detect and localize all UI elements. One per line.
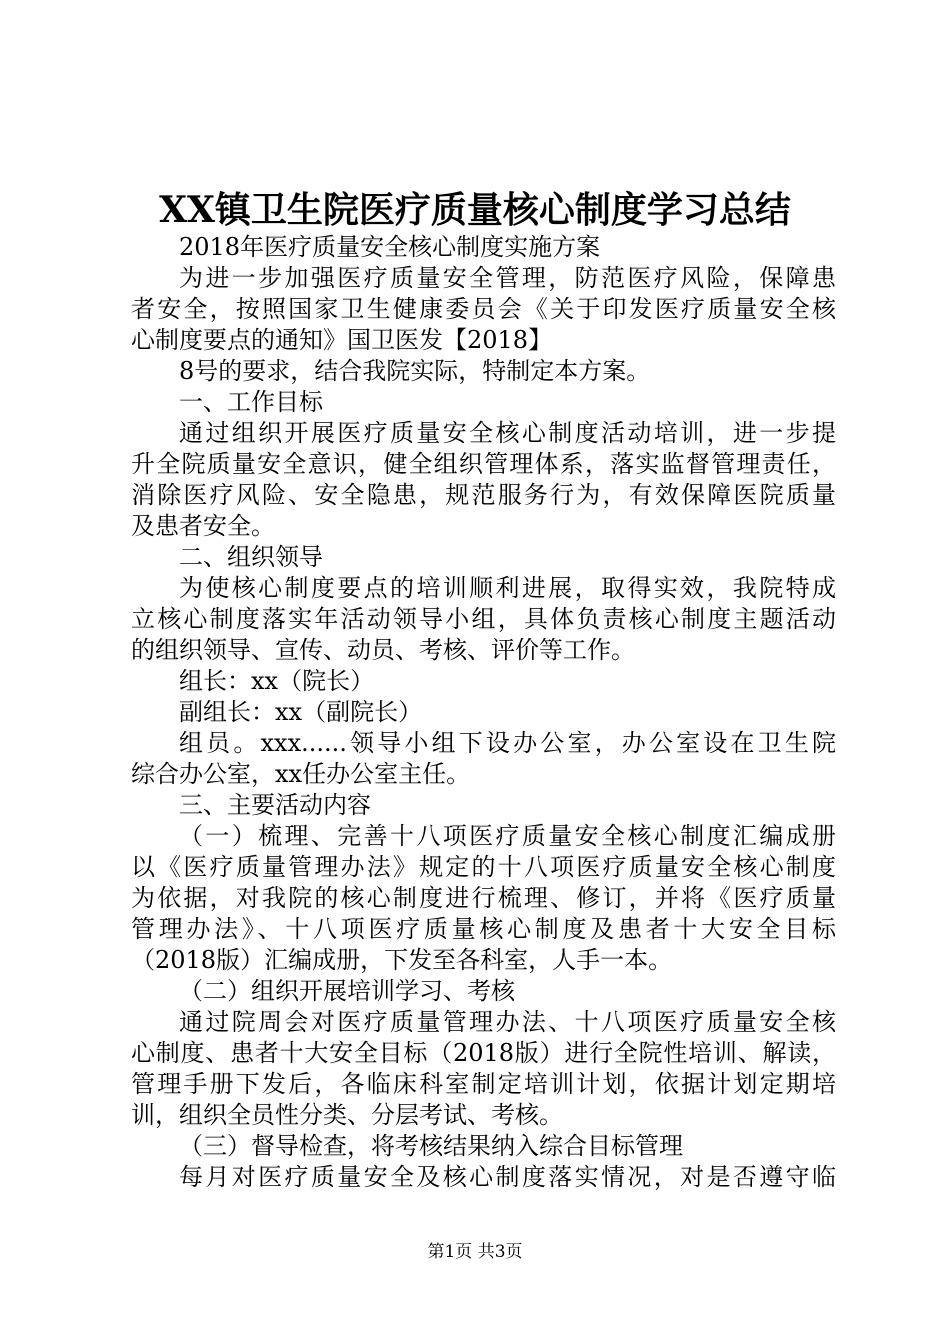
- paragraph-line: 组员。xxx......领导小组下设办公室，办公室设在卫生院: [179, 729, 836, 757]
- paragraph-line: 消除医疗风险、安全隐患，规范服务行为，有效保障医院质量: [131, 481, 836, 509]
- paragraph-line: 副组长：xx（副院长）: [179, 698, 423, 726]
- paragraph-line: 以《医疗质量管理办法》规定的十八项医疗质量安全核心制度: [131, 853, 836, 881]
- paragraph-line: 升全院质量安全意识，健全组织管理体系，落实监督管理责任，: [131, 450, 836, 478]
- section-heading: 二、组织领导: [179, 543, 323, 571]
- section-heading: 三、主要活动内容: [179, 791, 371, 819]
- paragraph-line: 立核心制度落实年活动领导小组，具体负责核心制度主题活动: [131, 605, 836, 633]
- paragraph-line: 管理手册下发后，各临床科室制定培训计划，依据计划定期培: [131, 1070, 836, 1098]
- page-number-footer: 第1页 共3页: [427, 1242, 523, 1262]
- section-heading: 一、工作目标: [179, 388, 323, 416]
- paragraph-line: 的组织领导、宣传、动员、考核、评价等工作。: [131, 636, 635, 664]
- paragraph-line: 及患者安全。: [131, 512, 275, 540]
- paragraph-line: 组长：xx（院长）: [179, 667, 375, 695]
- document-body: [131, 232, 836, 1193]
- paragraph-line: 8号的要求，结合我院实际，特制定本方案。: [179, 357, 651, 385]
- subsection-heading: （一）梳理、完善十八项医疗质量安全核心制度汇编成册: [179, 822, 836, 850]
- paragraph-line: 通过组织开展医疗质量安全核心制度活动培训，进一步提: [179, 419, 836, 447]
- paragraph-line: 管理办法》、十八项医疗质量核心制度及患者十大安全目标: [131, 915, 836, 943]
- paragraph-line: （2018版）汇编成册，下发至各科室，人手一本。: [131, 946, 673, 974]
- paragraph-line: 为进一步加强医疗质量安全管理，防范医疗风险，保障患: [179, 264, 836, 292]
- paragraph-line: 综合办公室，xx任办公室主任。: [131, 760, 471, 788]
- document-title: XX镇卫生院医疗质量核心制度学习总结: [159, 189, 791, 231]
- subsection-heading: （二）组织开展培训学习、考核: [179, 977, 515, 1005]
- paragraph-line: 心制度要点的通知》国卫医发【2018】: [131, 326, 553, 354]
- paragraph-line: 2018年医疗质量安全核心制度实施方案: [179, 233, 601, 261]
- paragraph-line: 心制度、患者十大安全目标（2018版）进行全院性培训、解读，: [131, 1039, 836, 1067]
- subsection-heading: （三）督导检查，将考核结果纳入综合目标管理: [179, 1132, 683, 1160]
- paragraph-line: 训，组织全员性分类、分层考试、考核。: [131, 1101, 563, 1129]
- paragraph-line: 为依据，对我院的核心制度进行梳理、修订，并将《医疗质量: [131, 884, 836, 912]
- paragraph-line: 者安全，按照国家卫生健康委员会《关于印发医疗质量安全核: [131, 295, 836, 323]
- paragraph-line: 为使核心制度要点的培训顺利进展，取得实效，我院特成: [179, 574, 836, 602]
- paragraph-line: 通过院周会对医疗质量管理办法、十八项医疗质量安全核: [179, 1008, 836, 1036]
- paragraph-line: 每月对医疗质量安全及核心制度落实情况，对是否遵守临: [179, 1163, 836, 1191]
